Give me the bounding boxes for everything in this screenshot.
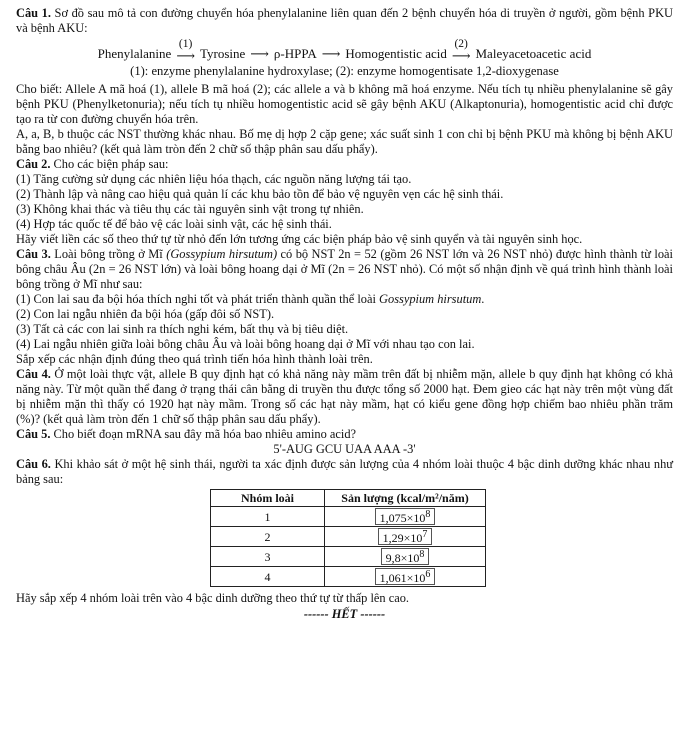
q3-item-4: (4) Lai ngẫu nhiên giữa loài bông châu Âu và loài bông hoang dại ở Mĩ với nhau tạo con lai.: [16, 337, 475, 351]
table-row: [211, 507, 486, 527]
q2-question: Hãy viết liền các số theo thứ tự từ nhỏ đến lớn tương ứng các biện pháp bảo vệ sinh quyển và tài nguyên sinh học.: [16, 232, 583, 246]
q2-intro: Câu 2. Cho các biện pháp sau:: [16, 157, 169, 171]
table-header-row: [211, 490, 486, 507]
arrow-icon: ⟶: [176, 48, 195, 63]
pathway-maleyacetoacetic-acid: Maleyacetoacetic acid: [475, 46, 592, 61]
pathway-diagram: [16, 39, 673, 62]
q4-label: Câu 4.: [16, 367, 51, 381]
pathway-homogentistic-acid: Homogentistic acid: [345, 46, 447, 61]
pathway-step-1: [176, 39, 195, 62]
group-cell: 3: [211, 547, 325, 567]
q3-question: Sắp xếp các nhận định đúng theo quá trình tiến hóa hình thành loài trên.: [16, 352, 373, 366]
yield-cell: $1,075\times 10^8$: [325, 507, 486, 527]
q3-item-3: (3) Tất cả các con lai sinh ra thích nghi kém, bất thụ và bị tiêu diệt.: [16, 322, 349, 336]
q5-question: Câu 5. Cho biết đoạn mRNA sau đây mã hóa bao nhiêu amino acid?: [16, 427, 357, 441]
arrow-icon: ⟶: [250, 46, 269, 61]
q6-intro: Câu 6. Khi khảo sát ở một hệ sinh thái, người ta xác định được sản lượng của 4 nhóm loài thuộc 4 bậc dinh dưỡng khác nhau như bảng sau:: [16, 457, 673, 486]
q6-question: Hãy sắp xếp 4 nhóm loài trên vào 4 bậc dinh dưỡng theo thứ tự từ thấp lên cao.: [16, 591, 409, 605]
yield-cell: $1,061\times 10^6$: [325, 567, 486, 587]
table-row: [211, 547, 486, 567]
arrow-icon: ⟶: [451, 48, 471, 63]
q3-item-1: (1) Con lai sau đa bội hóa thích nghi tốt và phát triển thành quần thể loài Gossypium hirsutum.: [16, 292, 485, 306]
q1-question: A, a, B, b thuộc các NST thường khác nhau. Bố mẹ dị hợp 2 cặp gene; xác suất sinh 1 con chỉ bị bệnh PKU mà không bị bệnh AKU bằng bao nhiêu? (kết quả làm tròn đến 2 chữ số thập phân sau dấu phẩy).: [16, 127, 673, 156]
mrna-sequence: 5'-AUG GCU UAA AAA -3': [273, 442, 416, 456]
species-name: (Gossypium hirsutum): [166, 247, 278, 261]
pathway-phenylalanine: Phenylalanine: [97, 46, 172, 61]
q2-label: Câu 2.: [16, 157, 51, 171]
q3-intro: Câu 3. Loài bông trồng ở Mĩ (Gossypium hirsutum) có bộ NST 2n = 52 (gồm 26 NST lớn và 26 NST nhỏ) được hình thành từ loài bông châu Âu (2n = 26 NST lớn) và loài bông hoang dại ở Mĩ (2n = 26 NST nhỏ). Có một số nhận định về quá trình hình thành loài bông trồng ở Mĩ như sau:: [16, 247, 673, 291]
step-2-label: (2): [454, 38, 468, 50]
step-1-label: (1): [178, 38, 193, 50]
q1-body: Cho biết: Allele A mã hoá (1), allele B mã hoá (2); các allele a và b không mã hoá enzyme. Nếu tích tụ nhiều phenylalanine sẽ gây bệnh PKU (Phenylketonuria); nếu tích tụ nhiều homogentistic acid sẽ gây bệnh AKU (Alkaptonuria), homogentistic acid chỉ được tạo ra từ con đường chuyển hóa trên.: [16, 82, 673, 126]
group-cell: 1: [211, 507, 325, 527]
q4-body: Câu 4. Ở một loài thực vật, allele B quy định hạt có khả năng này mầm trên đất bị nhiễm mặn, allele b quy định hạt không có khả năng này. Từ một quần thể đang ở trạng thái cân bằng di truyền thu được tổng số 2000 hạt. Đem gieo các hạt này trên một vùng đất bị nhiễm mặn thì thấy có 1920 hạt này mầm. Trong số các hạt này mầm, hạt có kiểu gene đồng hợp chiếm bao nhiêu phần trăm (%)? (kết quả làm tròn đến 1 chữ số thập phân sau dấu phẩy).: [16, 367, 673, 426]
end-mark: ------ HẾT ------: [303, 607, 386, 621]
table-row: [211, 527, 486, 547]
species-name: Gossypium hirsutum: [379, 292, 482, 306]
pathway-tyrosine: Tyrosine: [199, 46, 246, 61]
q6-label: Câu 6.: [16, 457, 51, 471]
group-cell: 2: [211, 527, 325, 547]
yield-cell: $1,29\times 10^7$: [325, 527, 486, 547]
column-header-yield: Sản lượng (kcal/m²/năm): [325, 490, 486, 507]
production-table: [210, 489, 486, 587]
q3-item-2: (2) Con lai ngẫu nhiên đa bội hóa (gấp đôi số NST).: [16, 307, 275, 321]
arrow-icon: ⟶: [321, 46, 341, 61]
q2-item-1: (1) Tăng cường sử dụng các nhiên liệu hóa thạch, các nguồn năng lượng tái tạo.: [16, 172, 412, 186]
q5-label: Câu 5.: [16, 427, 51, 441]
pathway-step-2: [452, 39, 471, 62]
q2-item-2: (2) Thành lập và nâng cao hiệu quả quản lí các khu bảo tồn để bảo vệ nguyên vẹn các hệ sinh thái.: [16, 187, 504, 201]
q2-item-3: (3) Không khai thác và tiêu thụ các tài nguyên sinh vật trong tự nhiên.: [16, 202, 364, 216]
enzyme-legend: (1): enzyme phenylalanine hydroxylase; (2): enzyme homogentisate 1,2-dioxygenase: [130, 64, 559, 78]
q1-intro: Câu 1. Sơ đồ sau mô tả con đường chuyển hóa phenylalanine liên quan đến 2 bệnh chuyển hóa di truyền ở người, gồm bệnh PKU và bệnh AKU:: [16, 6, 673, 35]
q1-label: Câu 1.: [16, 6, 51, 20]
table-row: [211, 567, 486, 587]
q3-label: Câu 3.: [16, 247, 51, 261]
q2-item-4: (4) Hợp tác quốc tế để bảo vệ các loài sinh vật, các hệ sinh thái.: [16, 217, 332, 231]
column-header-group: Nhóm loài: [211, 490, 325, 507]
yield-cell: $9,8\times 10^8$: [325, 547, 486, 567]
pathway-hppa: ρ-HPPA: [273, 46, 317, 61]
group-cell: 4: [211, 567, 325, 587]
